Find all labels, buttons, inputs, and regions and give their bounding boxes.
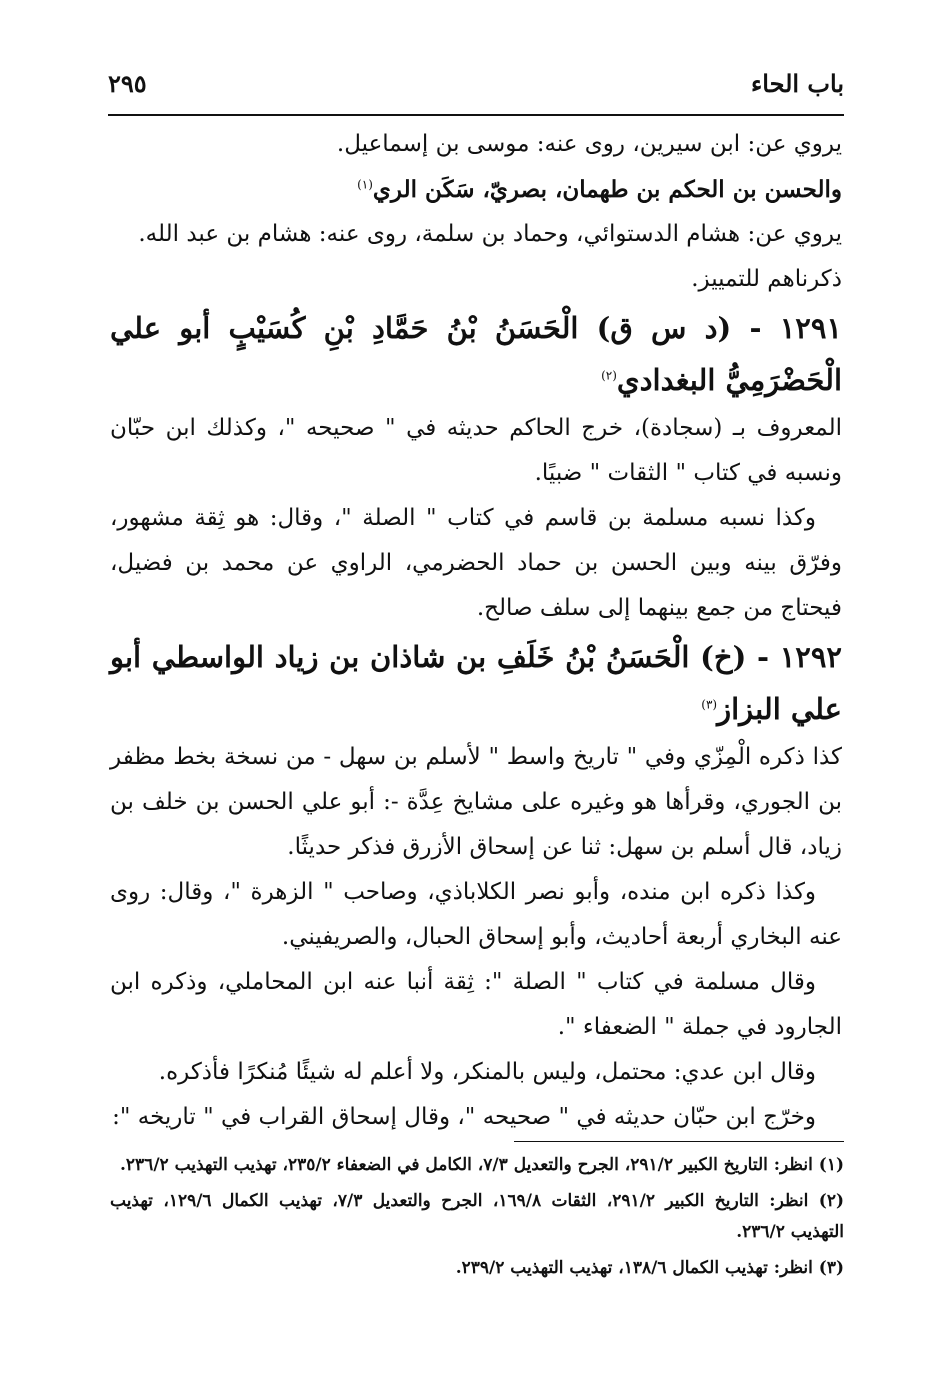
paragraph: وكذا نسبه مسلمة بن قاسم في كتاب " الصلة "، وقال: هو ثِقة مشهور، وفرّق بينه وبين الحسن بن حماد الحضرمي، الراوي عن محمد بن فضيل، فيحتاج من جمع بينهما إلى سلف صالح. (110, 505, 842, 621)
page-number: ٢٩٥ (108, 68, 147, 98)
paragraph: وقال مسلمة في كتاب " الصلة ": ثِقة أنبا عنه ابن المحاملي، وذكره ابن الجارود في جملة " الضعفاء ". (110, 969, 842, 1040)
footnote-2: (٢) انظر: التاريخ الكبير ٢٩١/٢، الثقات ١٦٩/٨، الجرح والتعديل ٧/٣، تهذيب الكمال ١٢٩/٦، تهذيب التهذيب ٢٣٦/٢. (110, 1191, 845, 1242)
main-text (110, 122, 842, 1140)
paragraph: المعروف بـ (سجادة)، خرج الحاكم حديثه في " صحيحه "، وكذلك ابن حبّان ونسبه في كتاب " الثقات " ضبيًا. (110, 415, 842, 486)
header-divider (108, 114, 844, 116)
text-line: ذكرناهم للتمييز. (691, 266, 842, 292)
footnotes (110, 1150, 844, 1289)
entry-heading-1291: ١٢٩١ - (د س ق) الْحَسَنُ بْنُ حَمَّادِ بْنِ كُسَيْبٍ أبو علي الْحَضْرَمِيُّ البغدادي$^{(٢)}$ (110, 311, 842, 397)
paragraph: وخرّج ابن حبّان حديثه في " صحيحه "، وقال إسحاق القراب في " تاريخه ": (112, 1104, 816, 1130)
footnote-3: (٣) انظر: تهذيب الكمال ١٣٨/٦، تهذيب التهذيب ٢٣٩/٢. (455, 1258, 844, 1278)
paragraph: وقال ابن عدي: محتمل، وليس بالمنكر، ولا أعلم له شيئًا مُنكرًا فأذكره. (158, 1059, 816, 1085)
paragraph: كذا ذكره الْمِزّي وفي " تاريخ واسط " لأسلم بن سهل - من نسخة بخط مظفر بن الجوري، وقرأها هو وغيره على مشايخ عِدَّة -: أبو علي الحسن بن خلف بن زياد، قال أسلم بن سهل: ثنا عن إسحاق الأزرق فذكر حديثًا. (110, 744, 842, 860)
footnote-divider (514, 1141, 844, 1142)
entry-heading-1292: ١٢٩٢ - (خ) الْحَسَنُ بْنُ خَلَفِ بن شاذان بن زياد الواسطي أبو علي البزاز$^{(٣)}$ (110, 640, 842, 726)
text-line: يروي عن: ابن سيرين، روى عنه: موسى بن إسماعيل. (336, 131, 842, 157)
footnote-ref: (١) (357, 177, 373, 192)
name-entry-line: والحسن بن الحكم بن طهمان، بصريّ، سَكَن الري$^{(١)}$ (357, 176, 842, 203)
paragraph: وكذا ذكره ابن منده، وأبو نصر الكلاباذي، وصاحب " الزهرة "، وقال: روى عنه البخاري أربعة أحاديث، وأبو إسحاق الحبال، والصريفيني. (110, 879, 842, 950)
text-line: يروي عن: هشام الدستوائي، وحماد بن سلمة، روى عنه: هشام بن عبد الله. (138, 221, 842, 247)
footnote-1: (١) انظر: التاريخ الكبير ٢٩١/٢، الجرح والتعديل ٧/٣، الكامل في الضعفاء ٢٣٥/٢، تهذيب التهذيب ٢٣٦/٢. (120, 1155, 844, 1175)
footnote-ref: (٢) (601, 368, 617, 383)
running-header (108, 58, 844, 108)
chapter-title: باب الحاء (750, 68, 844, 98)
footnote-ref: (٣) (701, 697, 718, 712)
